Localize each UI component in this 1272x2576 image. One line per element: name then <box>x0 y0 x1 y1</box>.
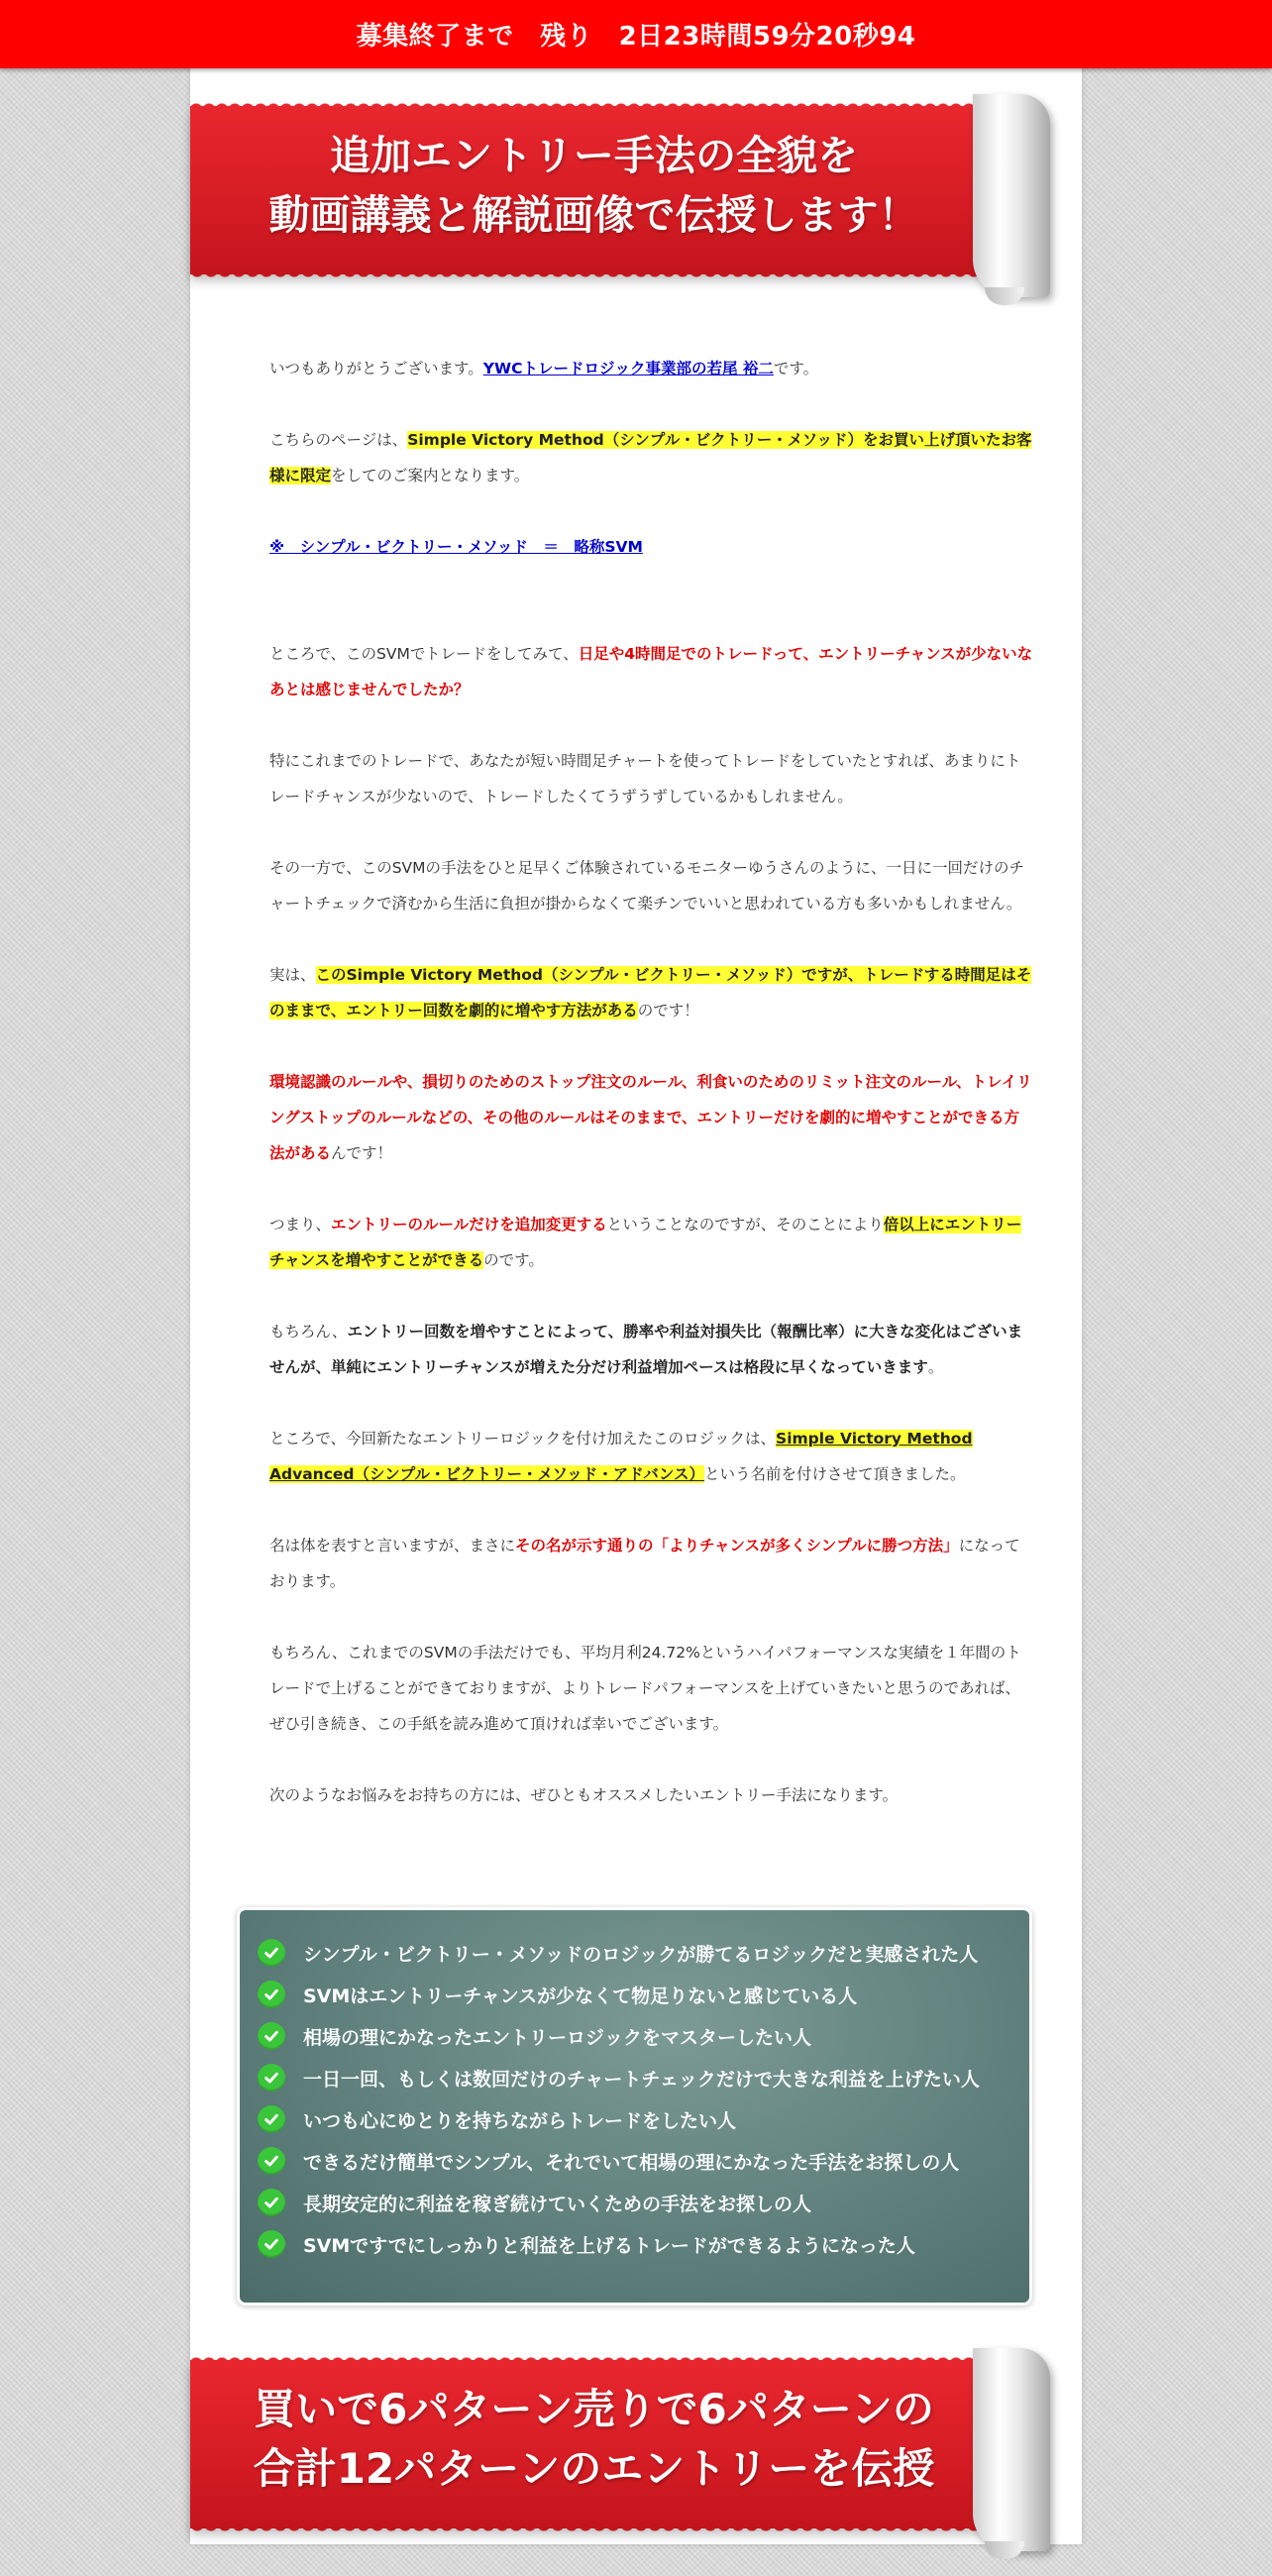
check-circle-icon <box>258 2105 285 2133</box>
profit-suffix: 。 <box>927 1358 944 1376</box>
countdown-text: 募集終了まで 残り 2日23時間59分20秒94 <box>356 22 916 52</box>
method-suffix: のです！ <box>637 1002 699 1020</box>
rules-suffix: んです！ <box>331 1144 393 1162</box>
advanced-highlight: Simple Victory Method Advanced（シンプル・ビクトリー・メソッド・アドバンス） <box>269 1430 973 1483</box>
scope-highlight: Simple Victory Method（シンプル・ビクトリー・メソッド）をお買い上げ頂いたお客様に限定 <box>269 431 1032 484</box>
abbreviation-note <box>269 529 1034 565</box>
scope-suffix: をしてのご案内となります。 <box>331 467 530 484</box>
banner-title <box>190 2380 998 2499</box>
paragraph-method <box>269 957 1034 1028</box>
paragraph-recommend: 次のようなお悩みをお持ちの方には、ぜひともオススメしたいエントリー手法になります。 <box>269 1786 899 1804</box>
check-circle-icon <box>258 2064 285 2092</box>
check-circle-icon <box>258 2230 285 2258</box>
scope-prefix: こちらのページは、 <box>269 431 408 449</box>
checklist-item-text: できるだけ簡単でシンプル、それでいて相場の理にかなった手法をお探しの人 <box>303 2151 960 2174</box>
checklist-item-text: 相場の理にかなったエントリーロジックをマスターしたい人 <box>303 2026 812 2049</box>
check-circle-icon <box>258 2147 285 2175</box>
meaning-red: その名が示す通りの「よりチャンスが多くシンプルに勝つ方法」 <box>515 1537 959 1555</box>
check-circle-icon <box>258 2022 285 2050</box>
headline-banner <box>190 94 1082 322</box>
check-circle-icon <box>258 1939 285 1967</box>
entry-prefix: つまり、 <box>269 1216 332 1234</box>
checklist-item-text: 長期安定的に利益を稼ぎ続けていくための手法をお探しの人 <box>303 2193 812 2215</box>
abbreviation-link[interactable]: ※ シンプル・ビクトリー・メソッド ＝ 略称SVM <box>269 538 643 556</box>
checklist-item <box>258 2140 1029 2182</box>
method-highlight: このSimple Victory Method（シンプル・ビクトリー・メソッド）ですが、トレードする時間足はそのままで、エントリー回数を劇的に増やす方法がある <box>269 966 1032 1020</box>
advanced-suffix: という名前を付けさせて頂きました。 <box>703 1465 966 1483</box>
meaning-prefix: 名は体を表すと言いますが、まさに <box>269 1537 516 1555</box>
paragraph-short-timeframe: 特にこれまでのトレードで、あなたが短い時間足チャートを使ってトレードをしていたとすれば、あまりにトレードチャンスが少ないので、トレードしたくてうずうずしているかもしれません。 <box>269 752 1021 805</box>
banner-title-line1: 追加エントリー手法の全貌を <box>330 132 858 179</box>
entry-red: エントリーのルールだけを追加変更する <box>331 1216 607 1234</box>
question-prefix: ところで、このSVMでトレードをしてみて、 <box>269 645 579 663</box>
advanced-prefix: ところで、今回新たなエントリーロジックを付け加えたこのロジックは、 <box>269 1430 777 1448</box>
banner-title-line1: 買いで6パターン売りで6パターンの <box>254 2385 934 2433</box>
greeting-suffix: です。 <box>773 360 819 377</box>
checklist <box>240 1910 1029 2265</box>
paragraph-question <box>269 636 1034 707</box>
banner-title-line2: 動画講義と解説画像で伝授します！ <box>268 191 919 239</box>
intro-greeting <box>269 351 1034 386</box>
entry-highlight: 倍以上にエントリーチャンスを増やすことができる <box>269 1216 1022 1269</box>
patterns-banner <box>190 2348 1082 2576</box>
checklist-item <box>258 2182 1029 2223</box>
check-circle-icon <box>258 2189 285 2216</box>
paragraph-performance: もちろん、これまでのSVMの手法だけでも、平均月利24.72%というハイパフォーマンスな実績を１年間のトレードで上げることができておりますが、よりトレードパフォーマンスを上げていきたいと思うのであれば、ぜひ引き続き、この手紙を読み進めて頂ければ幸いでございます。 <box>269 1644 1021 1733</box>
sales-letter-body <box>269 351 1034 1849</box>
checklist-item <box>258 2098 1029 2140</box>
banner-title-line2: 合計12パターンのエントリーを伝授 <box>253 2444 935 2493</box>
checklist-item-text: いつも心にゆとりを持ちながらトレードをしたい人 <box>303 2109 737 2132</box>
checklist-item-text: SVMはエントリーチャンスが少なくて物足りないと感じている人 <box>303 1985 858 2007</box>
profit-bold: エントリー回数を増やすことによって、勝率や利益対損失比（報酬比率）に大きな変化はございませんが、単純にエントリーチャンスが増えた分だけ利益増加ペースは格段に早くなっていきます <box>269 1323 1023 1376</box>
question-red: 日足や4時間足でのトレードって、エントリーチャンスが少ないなあとは感じませんでしたか？ <box>269 645 1033 698</box>
checklist-item-text: SVMですでにしっかりと利益を上げるトレードができるようになった人 <box>303 2234 915 2257</box>
author-link[interactable]: YWCトレードロジック事業部の若尾 裕二 <box>482 360 774 377</box>
checklist-item-text: 一日一回、もしくは数回だけのチャートチェックだけで大きな利益を上げたい人 <box>303 2068 980 2091</box>
countdown-bar <box>0 0 1272 68</box>
profit-prefix: もちろん、 <box>269 1323 348 1341</box>
greeting-text: いつもありがとうございます。 <box>269 360 483 377</box>
rules-red: 環境認識のルールや、損切りのためのストップ注文のルール、利食いのためのリミット注文のルール、トレイリングストップのルールなどの、その他のルールはそのままで、エントリーだけを劇的に増やすことができる方法がある <box>269 1073 1032 1162</box>
paragraph-advanced-name <box>269 1421 1034 1492</box>
entry-suffix: のです。 <box>483 1251 544 1269</box>
entry-mid: ということなのですが、そのことにより <box>606 1216 884 1234</box>
checklist-item <box>258 1932 1029 1974</box>
paragraph-rules <box>269 1064 1034 1171</box>
meaning-suffix: になっております。 <box>269 1537 1020 1590</box>
paragraph-entry-change <box>269 1207 1034 1278</box>
main-content <box>190 0 1082 2544</box>
banner-title <box>190 126 998 245</box>
paragraph-monitor: その一方で、このSVMの手法をひと足早くご体験されているモニターゆうさんのように、一日に一回だけのチャートチェックで済むから生活に負担が掛からなくて楽チンでいいと思われている方も多いかもしれません。 <box>269 859 1025 912</box>
checklist-item-text: シンプル・ビクトリー・メソッドのロジックが勝てるロジックだと実感された人 <box>303 1943 979 1966</box>
target-audience-checklist <box>240 1910 1029 2303</box>
checklist-item <box>258 2223 1029 2265</box>
check-circle-icon <box>258 1981 285 2008</box>
intro-scope <box>269 422 1034 493</box>
method-prefix: 実は、 <box>269 966 316 984</box>
paragraph-profit <box>269 1314 1034 1385</box>
checklist-item <box>258 2015 1029 2057</box>
checklist-item <box>258 1974 1029 2015</box>
checklist-item <box>258 2057 1029 2098</box>
paragraph-name-meaning <box>269 1528 1034 1599</box>
